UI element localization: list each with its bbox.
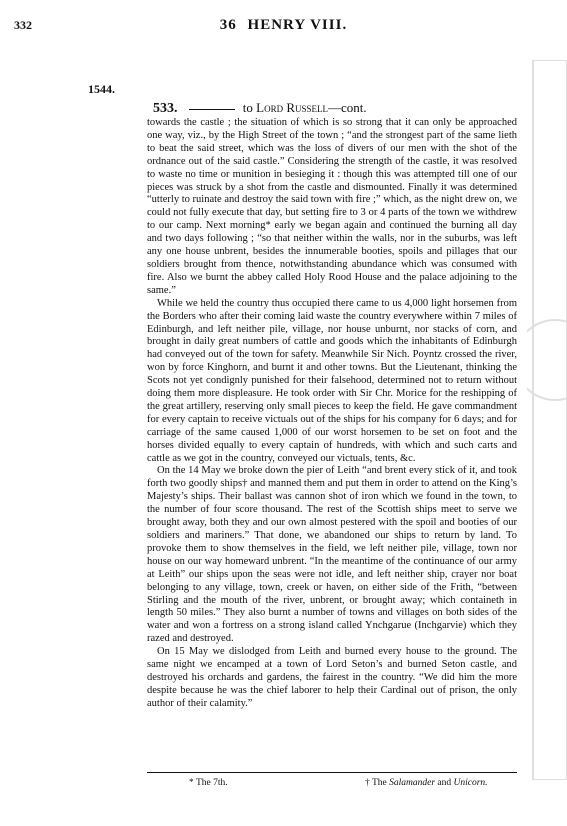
footnote-2-ship1: Salamander	[389, 778, 436, 788]
running-head-title: HENRY VIII.	[247, 17, 348, 33]
running-head-number: 36	[219, 17, 237, 33]
footnote-2-ship2: Unicorn.	[453, 778, 488, 788]
paragraph: While we held the country thus occupied there came to us 4,000 light horsemen from the Borders who after their coming laid waste the country everywhere within 7 miles of Edinburgh, and left neither pile, village, nor house unburnt, nor stacks of corn, and brought in daily great numbers of cattle and goods which the inhabitants of Edinburgh had conveyed out of the town for safety. Meanwhile Sir Nich. Poyntz crossed the river, won by force Kinghorn, and burnt it and other towns. But the Lieutenant, thinking the Scots not yet condignly punished for their falsehood, determined not to return without doing them more displeasure. He took order with Sir Chr. Morice for the reshipping of the great artillery, reserving only small pieces to keep the field. He gave commandment for every captain to receive victuals out of the ships for his company for 6 days; and for carriage of the same caused 1,000 of our worst horsemen to be set on foot and the horses divided equally to every captain of hundreds, with which and such carts and cattle as we got in the country, conveyed our victuals, tents, &c.	[147, 297, 517, 464]
entry-dash	[189, 109, 235, 110]
footnote-1: * The 7th.	[189, 778, 228, 788]
body-text	[147, 117, 517, 711]
margin-year: 1544.	[88, 82, 115, 96]
entry-cont: —cont.	[328, 100, 367, 115]
paragraph: On 15 May we dislodged from Leith and burned every house to the ground. The same night we encamped at a town of Lord Seton’s and burned Seton castle, and destroyed his orchards and gardens, the fairest in the country. “We did him the more despite because he was the chief laborer to help their Cardinal out of prison, the only author of their calamity.”	[147, 646, 517, 709]
footnote-2-prefix: † The	[365, 778, 390, 788]
entry-to: to	[242, 100, 253, 115]
page-number: 332	[14, 18, 32, 32]
entry-heading	[153, 100, 367, 117]
paragraph: On the 14 May we broke down the pier of Leith “and brent every stick of it, and took forth two goodly ships† and manned them and put them in order to attend on the King’s Majesty’s ships. Their ballast was cannon shot of iron which we found in the town, to the number of four score thousand. The rest of the Scottish ships meet to serve we brought away, both they and our own almost pestered with the spoil and booties of our soldiers and mariners.” That done, we abandoned our ships to return by land. To provoke them to show themselves in the field, we left neither pile, village, town nor house on our way homeward unbrent. “In the meantime of the continuance of our army at Leith” our ships upon the seas were not idle, and left neither ship, crayer nor boat belonging to any village, town, creek or haven, on either side of the Frith, “between Stirling and the mouth of the river, unbrent, or brought away; which containeth in length 50 miles.” They also burnt a number of towns and villages on both sides of the water and won a fortress on a strong island called Ynchgarue (Inchgarvie) which they razed and destroyed.	[147, 465, 517, 645]
watermark-seal	[527, 60, 567, 780]
running-head	[0, 17, 567, 34]
footnote-rule	[147, 772, 517, 773]
paragraph: towards the castle ; the situation of which is so strong that it can only be approached one way, viz., by the High Street of the town ; “and the strongest part of the same lieth to beat the said street, which was the loss of divers of our men with the shot of the ordnance out of the said castle.” Considering the strength of the castle, it was resolved to waste no time or munition in besieging it : though this was attempted till one of our pieces was struck by a shot from the castle and dismounted. Finally it was determined “utterly to ruinate and destroy the said town with fire ;” which, as the night drew on, we could not fully execute that day, but setting fire to 3 or 4 parts of the town we withdrew to our camp. Next morning* early we began again and continued the burning all day and two days following ; “so that neither within the walls, nor in the suburbs, was left any one house unbrent, besides the innumerable booties, spoils and pillages that our soldiers brought from thence, notwithstanding abundance which was consumed with fire. Also we burnt the abbey called Holy Rood House and the palace adjoining to the same.”	[147, 117, 517, 296]
footnote-2	[365, 778, 488, 788]
footnote-2-and: and	[435, 778, 454, 788]
entry-number: 533.	[153, 101, 178, 116]
entry-recipient: Lord Russell	[256, 100, 328, 115]
